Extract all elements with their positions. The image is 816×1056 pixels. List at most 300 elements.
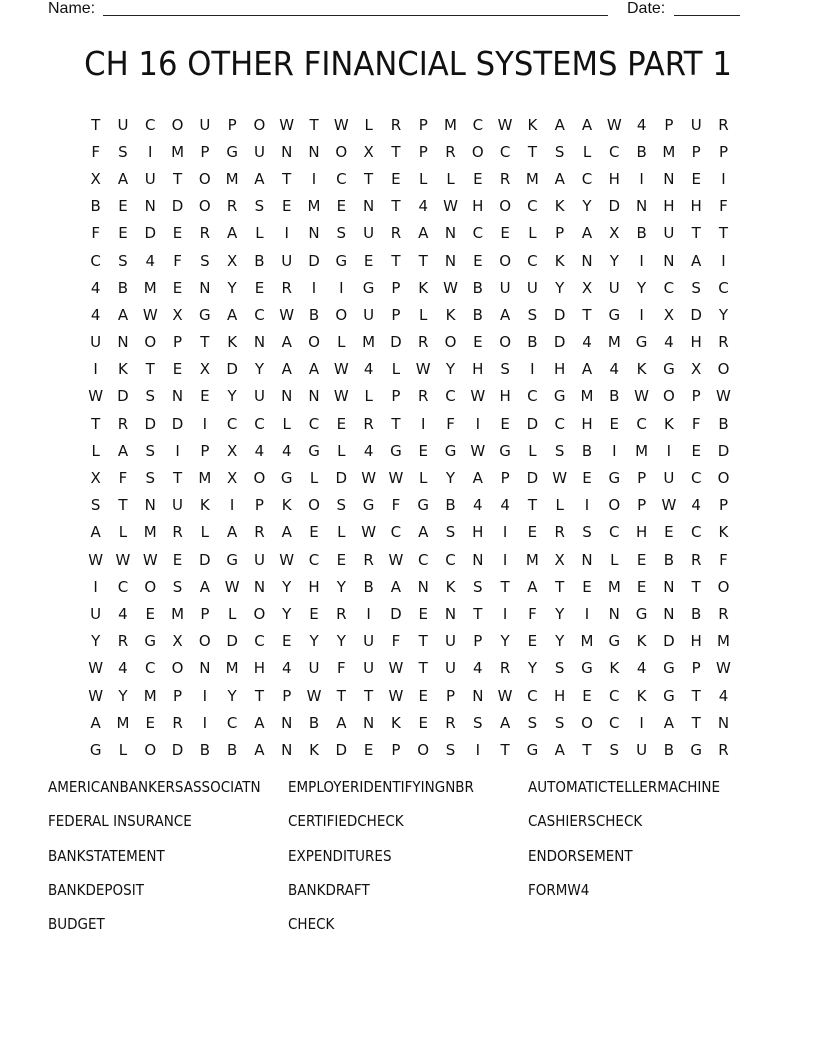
word-list-item: FORMW4 — [528, 880, 590, 899]
grid-cell: P — [691, 142, 701, 161]
grid-cell: R — [445, 713, 456, 732]
grid-cell: I — [584, 496, 590, 515]
grid-cell: E — [309, 523, 319, 542]
grid-cell: S — [527, 713, 538, 732]
grid-cell: G — [526, 740, 539, 759]
grid-cell: L — [419, 305, 428, 324]
grid-cell: Y — [118, 686, 128, 705]
grid-cell: P — [691, 387, 701, 406]
grid-cell: R — [718, 333, 729, 352]
grid-cell: N — [581, 550, 593, 569]
grid-cell: R — [718, 115, 729, 134]
grid-cell: C — [445, 550, 456, 569]
grid-cell: I — [284, 224, 289, 243]
grid-cell: T — [91, 414, 101, 433]
grid-cell: S — [445, 740, 456, 759]
grid-cell: P — [473, 632, 483, 651]
grid-cell: E — [336, 197, 347, 216]
grid-cell: E — [473, 333, 483, 352]
grid-cell: T — [145, 360, 155, 379]
grid-cell: U — [636, 740, 648, 759]
grid-cell: M — [525, 169, 539, 188]
grid-cell: D — [390, 604, 402, 623]
grid-cell: E — [336, 414, 347, 433]
grid-cell: W — [497, 686, 513, 705]
grid-cell: O — [171, 115, 184, 134]
grid-cell: C — [527, 387, 538, 406]
grid-cell: U — [499, 278, 511, 297]
grid-cell: O — [444, 333, 457, 352]
grid-cell: O — [198, 197, 211, 216]
grid-cell: Y — [309, 632, 319, 651]
grid-cell: F — [391, 632, 401, 651]
grid-cell: G — [553, 387, 566, 406]
grid-cell: S — [554, 659, 565, 678]
grid-cell: O — [144, 740, 157, 759]
grid-cell: A — [390, 577, 402, 596]
grid-cell: I — [93, 360, 98, 379]
grid-cell: S — [145, 441, 155, 460]
grid-cell: E — [636, 550, 647, 569]
grid-cell: I — [202, 713, 208, 732]
grid-cell: A — [336, 713, 347, 732]
grid-cell: S — [554, 441, 565, 460]
grid-cell: E — [418, 441, 428, 460]
grid-cell: S — [500, 360, 510, 379]
grid-cell: 4 — [90, 278, 101, 297]
grid-cell: S — [473, 577, 483, 596]
grid-cell: G — [362, 496, 375, 515]
grid-cell: A — [472, 469, 483, 488]
word-list-item: EMPLOYERIDENTIFYINGNBR — [288, 778, 474, 796]
grid-cell: O — [335, 305, 348, 324]
grid-cell: W — [443, 278, 458, 297]
grid-cell: W — [388, 550, 404, 569]
grid-cell: N — [253, 577, 266, 596]
grid-cell: X — [226, 469, 238, 488]
grid-cell: A — [281, 333, 292, 352]
grid-cell: L — [446, 169, 455, 188]
grid-cell: N — [663, 251, 675, 270]
grid-cell: O — [608, 496, 621, 515]
grid-cell: N — [608, 604, 620, 623]
grid-cell: H — [308, 577, 320, 596]
grid-cell: K — [281, 496, 292, 515]
grid-cell: 4 — [281, 441, 292, 460]
grid-cell: G — [417, 496, 430, 515]
grid-cell: D — [199, 550, 211, 569]
grid-cell: P — [173, 686, 183, 705]
grid-cell: O — [171, 659, 184, 678]
grid-cell: U — [144, 169, 156, 188]
grid-cell: C — [663, 278, 675, 297]
grid-cell: R — [554, 523, 565, 542]
grid-cell: 4 — [118, 604, 128, 623]
grid-cell: O — [308, 496, 320, 515]
grid-cell: I — [639, 251, 644, 270]
grid-cell: N — [472, 686, 484, 705]
grid-cell: W — [552, 469, 568, 488]
grid-cell: M — [307, 197, 321, 216]
grid-cell: W — [388, 686, 404, 705]
grid-cell: N — [363, 197, 375, 216]
grid-cell: K — [527, 115, 538, 134]
grid-cell: S — [145, 469, 155, 488]
grid-cell: N — [444, 604, 457, 623]
grid-cell: E — [281, 197, 292, 216]
grid-cell: W — [606, 115, 622, 134]
grid-cell: N — [171, 387, 184, 406]
grid-cell: C — [609, 523, 620, 542]
grid-cell: H — [690, 333, 702, 352]
word-list-item: AMERICANBANKERSASSOCIATN — [48, 778, 261, 796]
grid-cell: I — [639, 305, 644, 324]
grid-cell: C — [718, 278, 729, 297]
grid-cell: D — [335, 469, 348, 488]
grid-cell: O — [717, 469, 730, 488]
grid-cell: R — [390, 115, 402, 134]
grid-cell: N — [308, 387, 320, 406]
grid-cell: B — [308, 305, 320, 324]
grid-cell: L — [118, 740, 128, 759]
grid-cell: X — [663, 305, 675, 324]
grid-cell: T — [473, 604, 483, 623]
grid-cell: L — [227, 604, 237, 623]
grid-cell: G — [663, 659, 675, 678]
grid-cell: A — [499, 305, 511, 324]
grid-cell: E — [500, 224, 510, 243]
grid-cell: L — [528, 441, 537, 460]
grid-cell: E — [418, 713, 428, 732]
grid-cell: R — [281, 278, 292, 297]
grid-cell: E — [691, 169, 701, 188]
grid-cell: R — [417, 387, 429, 406]
grid-cell: W — [88, 686, 104, 705]
grid-cell: X — [90, 169, 101, 188]
grid-cell: F — [446, 414, 455, 433]
grid-cell: M — [635, 441, 649, 460]
grid-cell: I — [666, 441, 672, 460]
grid-cell: Y — [336, 577, 346, 596]
grid-cell: M — [662, 142, 676, 161]
grid-cell: E — [145, 713, 155, 732]
grid-cell: B — [199, 740, 210, 759]
grid-cell: I — [311, 278, 317, 297]
grid-cell: C — [145, 659, 156, 678]
grid-cell: D — [690, 305, 702, 324]
grid-cell: T — [718, 224, 729, 243]
grid-cell: D — [171, 414, 184, 433]
grid-cell: T — [691, 577, 701, 596]
word-list-item: BANKDRAFT — [288, 880, 370, 899]
grid-cell: R — [718, 740, 729, 759]
grid-cell: C — [472, 115, 484, 134]
grid-cell: U — [199, 115, 211, 134]
grid-cell: R — [117, 632, 129, 651]
grid-cell: R — [117, 414, 129, 433]
grid-cell: W — [333, 387, 349, 406]
grid-cell: D — [144, 414, 157, 433]
grid-cell: N — [117, 333, 129, 352]
grid-cell: Y — [282, 577, 292, 596]
grid-cell: D — [526, 414, 539, 433]
grid-cell: T — [418, 251, 428, 270]
grid-cell: B — [527, 333, 538, 352]
grid-cell: R — [445, 142, 456, 161]
grid-cell: S — [691, 278, 701, 297]
grid-cell: G — [608, 469, 621, 488]
grid-cell: A — [418, 224, 429, 243]
grid-cell: P — [200, 441, 210, 460]
grid-cell: M — [143, 278, 157, 297]
grid-cell: G — [280, 469, 293, 488]
grid-cell: B — [226, 740, 238, 759]
word-list-item: CERTIFIEDCHECK — [288, 812, 404, 831]
grid-cell: S — [445, 523, 456, 542]
grid-cell: G — [690, 740, 702, 759]
grid-cell: K — [718, 523, 729, 542]
grid-cell: A — [527, 577, 538, 596]
grid-cell: A — [199, 577, 210, 596]
date-label: Date: — [627, 0, 666, 17]
grid-cell: B — [90, 197, 101, 216]
grid-cell: B — [691, 604, 702, 623]
grid-cell: U — [117, 115, 129, 134]
grid-cell: O — [144, 577, 157, 596]
grid-cell: 4 — [664, 333, 674, 352]
grid-cell: C — [254, 305, 265, 324]
grid-cell: I — [366, 604, 371, 623]
grid-cell: U — [281, 251, 293, 270]
grid-cell: E — [582, 686, 592, 705]
grid-cell: M — [143, 523, 157, 542]
grid-cell: K — [418, 278, 429, 297]
word-search-grid — [82, 111, 737, 764]
grid-cell: K — [309, 740, 319, 759]
grid-cell: W — [388, 469, 404, 488]
grid-cell: T — [691, 686, 701, 705]
grid-cell: O — [144, 333, 157, 352]
grid-cell: U — [253, 387, 265, 406]
grid-cell: R — [690, 550, 702, 569]
grid-cell: 4 — [118, 659, 128, 678]
grid-cell: B — [663, 550, 675, 569]
grid-cell: I — [502, 550, 508, 569]
grid-cell: X — [609, 224, 620, 243]
grid-cell: P — [391, 278, 401, 297]
grid-cell: W — [88, 659, 104, 678]
grid-cell: B — [254, 251, 265, 270]
grid-cell: W — [415, 360, 431, 379]
grid-cell: E — [473, 169, 483, 188]
grid-cell: E — [200, 387, 210, 406]
grid-cell: X — [172, 632, 183, 651]
grid-cell: E — [636, 577, 647, 596]
grid-cell: T — [391, 414, 401, 433]
grid-cell: O — [581, 713, 593, 732]
grid-cell: A — [308, 360, 320, 379]
grid-cell: U — [90, 333, 102, 352]
grid-cell: E — [336, 550, 347, 569]
grid-cell: L — [337, 333, 346, 352]
grid-cell: O — [308, 333, 320, 352]
grid-cell: D — [308, 251, 320, 270]
grid-cell: Y — [91, 632, 101, 651]
grid-cell: T — [418, 632, 428, 651]
grid-cell: T — [391, 251, 401, 270]
word-list-item: FEDERAL INSURANCE — [48, 812, 192, 831]
grid-cell: C — [417, 550, 429, 569]
grid-cell: O — [253, 115, 266, 134]
grid-cell: G — [499, 441, 511, 460]
grid-cell: H — [253, 659, 266, 678]
grid-cell: M — [525, 550, 539, 569]
grid-cell: A — [418, 523, 429, 542]
grid-cell: H — [472, 523, 484, 542]
grid-cell: I — [311, 169, 317, 188]
grid-cell: Y — [500, 632, 510, 651]
grid-cell: C — [226, 713, 238, 732]
grid-cell: 4 — [609, 360, 620, 379]
grid-cell: O — [253, 604, 266, 623]
grid-cell: W — [306, 686, 322, 705]
grid-cell: N — [472, 550, 484, 569]
grid-cell: P — [391, 305, 401, 324]
grid-cell: I — [584, 604, 590, 623]
grid-cell: O — [417, 740, 430, 759]
grid-cell: T — [582, 305, 592, 324]
grid-cell: T — [309, 115, 319, 134]
grid-cell: Y — [445, 360, 456, 379]
grid-cell: K — [663, 414, 674, 433]
grid-cell: I — [93, 577, 98, 596]
grid-cell: A — [90, 713, 101, 732]
grid-cell: N — [444, 224, 457, 243]
grid-cell: F — [337, 659, 346, 678]
grid-cell: W — [88, 550, 104, 569]
grid-cell: S — [473, 713, 483, 732]
grid-cell: I — [502, 604, 508, 623]
grid-cell: E — [172, 224, 183, 243]
grid-cell: U — [608, 278, 620, 297]
grid-cell: C — [472, 224, 484, 243]
grid-cell: T — [254, 686, 265, 705]
grid-cell: C — [527, 686, 538, 705]
grid-cell: L — [419, 169, 428, 188]
grid-cell: W — [470, 387, 486, 406]
grid-cell: U — [526, 278, 538, 297]
grid-cell: T — [364, 686, 374, 705]
grid-cell: I — [202, 414, 208, 433]
grid-cell: E — [145, 604, 155, 623]
grid-cell: E — [391, 169, 401, 188]
grid-cell: M — [607, 577, 621, 596]
grid-cell: S — [118, 251, 128, 270]
grid-cell: N — [417, 577, 429, 596]
grid-cell: C — [609, 713, 620, 732]
grid-cell: K — [609, 659, 620, 678]
grid-cell: E — [172, 360, 183, 379]
grid-cell: 4 — [363, 441, 374, 460]
grid-cell: F — [691, 414, 701, 433]
grid-cell: X — [226, 441, 238, 460]
grid-cell: N — [144, 197, 156, 216]
grid-cell: A — [254, 740, 265, 759]
grid-cell: X — [581, 278, 593, 297]
grid-cell: M — [143, 686, 157, 705]
grid-cell: N — [663, 169, 675, 188]
grid-cell: I — [229, 496, 235, 515]
grid-cell: E — [309, 604, 319, 623]
grid-cell: F — [91, 224, 100, 243]
grid-cell: R — [718, 604, 729, 623]
grid-cell: S — [609, 740, 620, 759]
grid-cell: H — [581, 414, 593, 433]
grid-cell: C — [690, 469, 702, 488]
grid-cell: E — [691, 441, 701, 460]
grid-cell: C — [226, 414, 238, 433]
grid-cell: T — [172, 169, 183, 188]
grid-cell: P — [418, 142, 428, 161]
grid-cell: E — [172, 278, 183, 297]
grid-cell: Y — [718, 305, 729, 324]
grid-cell: L — [610, 550, 619, 569]
grid-cell: I — [475, 740, 481, 759]
grid-cell: G — [581, 659, 593, 678]
grid-cell: K — [636, 632, 647, 651]
grid-cell: P — [445, 686, 456, 705]
grid-cell: T — [391, 142, 401, 161]
word-list-item: CASHIERSCHECK — [528, 812, 643, 831]
grid-cell: P — [718, 142, 728, 161]
grid-cell: H — [690, 632, 702, 651]
grid-cell: U — [90, 604, 102, 623]
grid-cell: B — [363, 577, 374, 596]
grid-cell: A — [499, 713, 511, 732]
grid-cell: 4 — [281, 659, 292, 678]
grid-cell: W — [88, 387, 104, 406]
grid-cell: N — [308, 142, 320, 161]
grid-cell: P — [637, 469, 647, 488]
grid-cell: R — [199, 224, 211, 243]
grid-cell: C — [145, 115, 156, 134]
grid-cell: O — [471, 142, 484, 161]
grid-cell: L — [337, 441, 346, 460]
grid-cell: Y — [582, 197, 592, 216]
grid-cell: E — [418, 604, 428, 623]
grid-cell: M — [580, 387, 594, 406]
grid-cell: W — [661, 496, 677, 515]
grid-cell: E — [664, 523, 674, 542]
grid-cell: K — [390, 713, 401, 732]
grid-cell: T — [527, 142, 537, 161]
grid-cell: N — [199, 659, 211, 678]
grid-cell: S — [554, 713, 565, 732]
grid-cell: C — [254, 414, 265, 433]
grid-cell: K — [227, 333, 238, 352]
grid-cell: N — [717, 713, 730, 732]
grid-cell: C — [527, 197, 538, 216]
grid-cell: D — [226, 360, 238, 379]
grid-cell: R — [417, 333, 429, 352]
grid-cell: R — [499, 659, 511, 678]
grid-cell: W — [142, 550, 158, 569]
grid-cell: P — [173, 333, 183, 352]
grid-cell: D — [553, 333, 566, 352]
grid-cell: G — [663, 360, 675, 379]
grid-cell: I — [639, 169, 644, 188]
grid-cell: B — [636, 142, 647, 161]
